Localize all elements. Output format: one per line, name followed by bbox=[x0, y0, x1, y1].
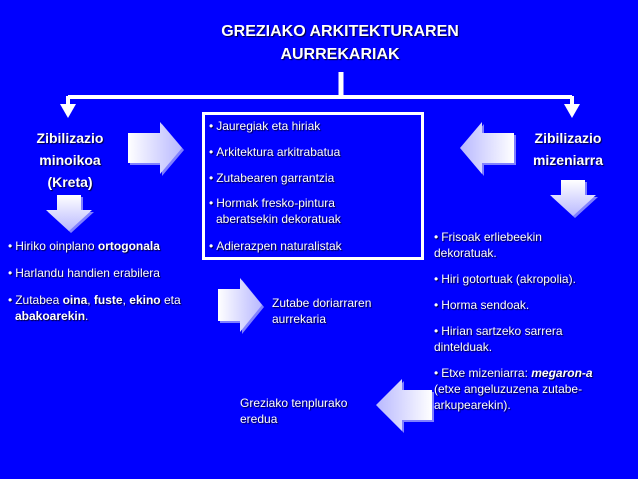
list-item: • Hiriko oinplano ortogonala bbox=[8, 239, 160, 253]
heading-line: (Kreta) bbox=[47, 174, 93, 190]
list-item: • Harlandu handien erabilera bbox=[8, 266, 160, 280]
arrow-left-icon bbox=[460, 122, 516, 176]
arrow-down-icon bbox=[550, 180, 598, 218]
title-line: GREZIAKO ARKITEKTURAREN bbox=[221, 23, 459, 40]
list-item: • Arkitektura arkitrabatua bbox=[209, 145, 341, 159]
list-item-continuation: dekoratuak. bbox=[434, 246, 497, 260]
list-item: • Etxe mizeniarra: megaron-a bbox=[434, 366, 593, 380]
arrow-down-icon bbox=[46, 195, 94, 233]
common-features-box bbox=[202, 112, 424, 260]
bullet-icon: • bbox=[8, 266, 13, 280]
arrow-right-icon bbox=[218, 278, 264, 334]
arrow-right-icon bbox=[128, 122, 184, 176]
bullet-icon: • bbox=[434, 298, 439, 312]
list-item-continuation: arkupearekin). bbox=[434, 398, 511, 412]
list-item: • Horma sendoak. bbox=[434, 298, 530, 312]
arrow-left-icon bbox=[376, 379, 434, 433]
list-item: • Frisoak erliebeekin bbox=[434, 230, 542, 244]
heading-line: Zibilizazio bbox=[36, 130, 104, 146]
bullet-icon: • bbox=[434, 272, 439, 286]
bullet-icon: • bbox=[209, 171, 214, 185]
bullet-icon: • bbox=[209, 145, 214, 159]
heading-line: mizeniarra bbox=[532, 152, 604, 168]
heading-line: Zibilizazio bbox=[534, 130, 602, 146]
list-item: • Adierazpen naturalistak bbox=[209, 239, 342, 253]
list-item-continuation: abakoarekin. bbox=[15, 309, 89, 323]
list-item-continuation: (etxe angeluzuzena zutabe- bbox=[434, 382, 583, 396]
mycenaean-heading bbox=[518, 127, 618, 171]
heading-line: minoikoa bbox=[39, 152, 101, 168]
bullet-icon: • bbox=[209, 119, 214, 133]
list-item: • Hormak fresko-pintura bbox=[209, 196, 335, 210]
list-item: • Zutabea oina, fuste, ekino eta bbox=[8, 293, 181, 307]
temple-model-note: Greziako tenplurako eredua bbox=[240, 396, 348, 426]
bullet-icon: • bbox=[209, 239, 214, 253]
minoan-heading bbox=[20, 127, 120, 193]
list-item: • Hiri gotortuak (akropolia). bbox=[434, 272, 576, 286]
doric-column-note: Zutabe doriarraren aurrekaria bbox=[272, 296, 372, 326]
bullet-icon: • bbox=[434, 324, 439, 338]
list-item-continuation: dintelduak. bbox=[434, 340, 493, 354]
title-line: AURREKARIAK bbox=[280, 46, 400, 63]
list-item: • Hirian sartzeko sarrera bbox=[434, 324, 563, 338]
bullet-icon: • bbox=[434, 230, 439, 244]
page-title bbox=[150, 20, 530, 66]
bullet-icon: • bbox=[434, 366, 439, 380]
bullet-icon: • bbox=[8, 239, 13, 253]
list-item: • Zutabearen garrantzia bbox=[209, 171, 335, 185]
bullet-icon: • bbox=[209, 196, 214, 210]
list-item: • Jauregiak eta hiriak bbox=[209, 119, 321, 133]
bullet-icon: • bbox=[8, 293, 13, 307]
list-item-continuation: aberatsekin dekoratuak bbox=[216, 212, 341, 226]
